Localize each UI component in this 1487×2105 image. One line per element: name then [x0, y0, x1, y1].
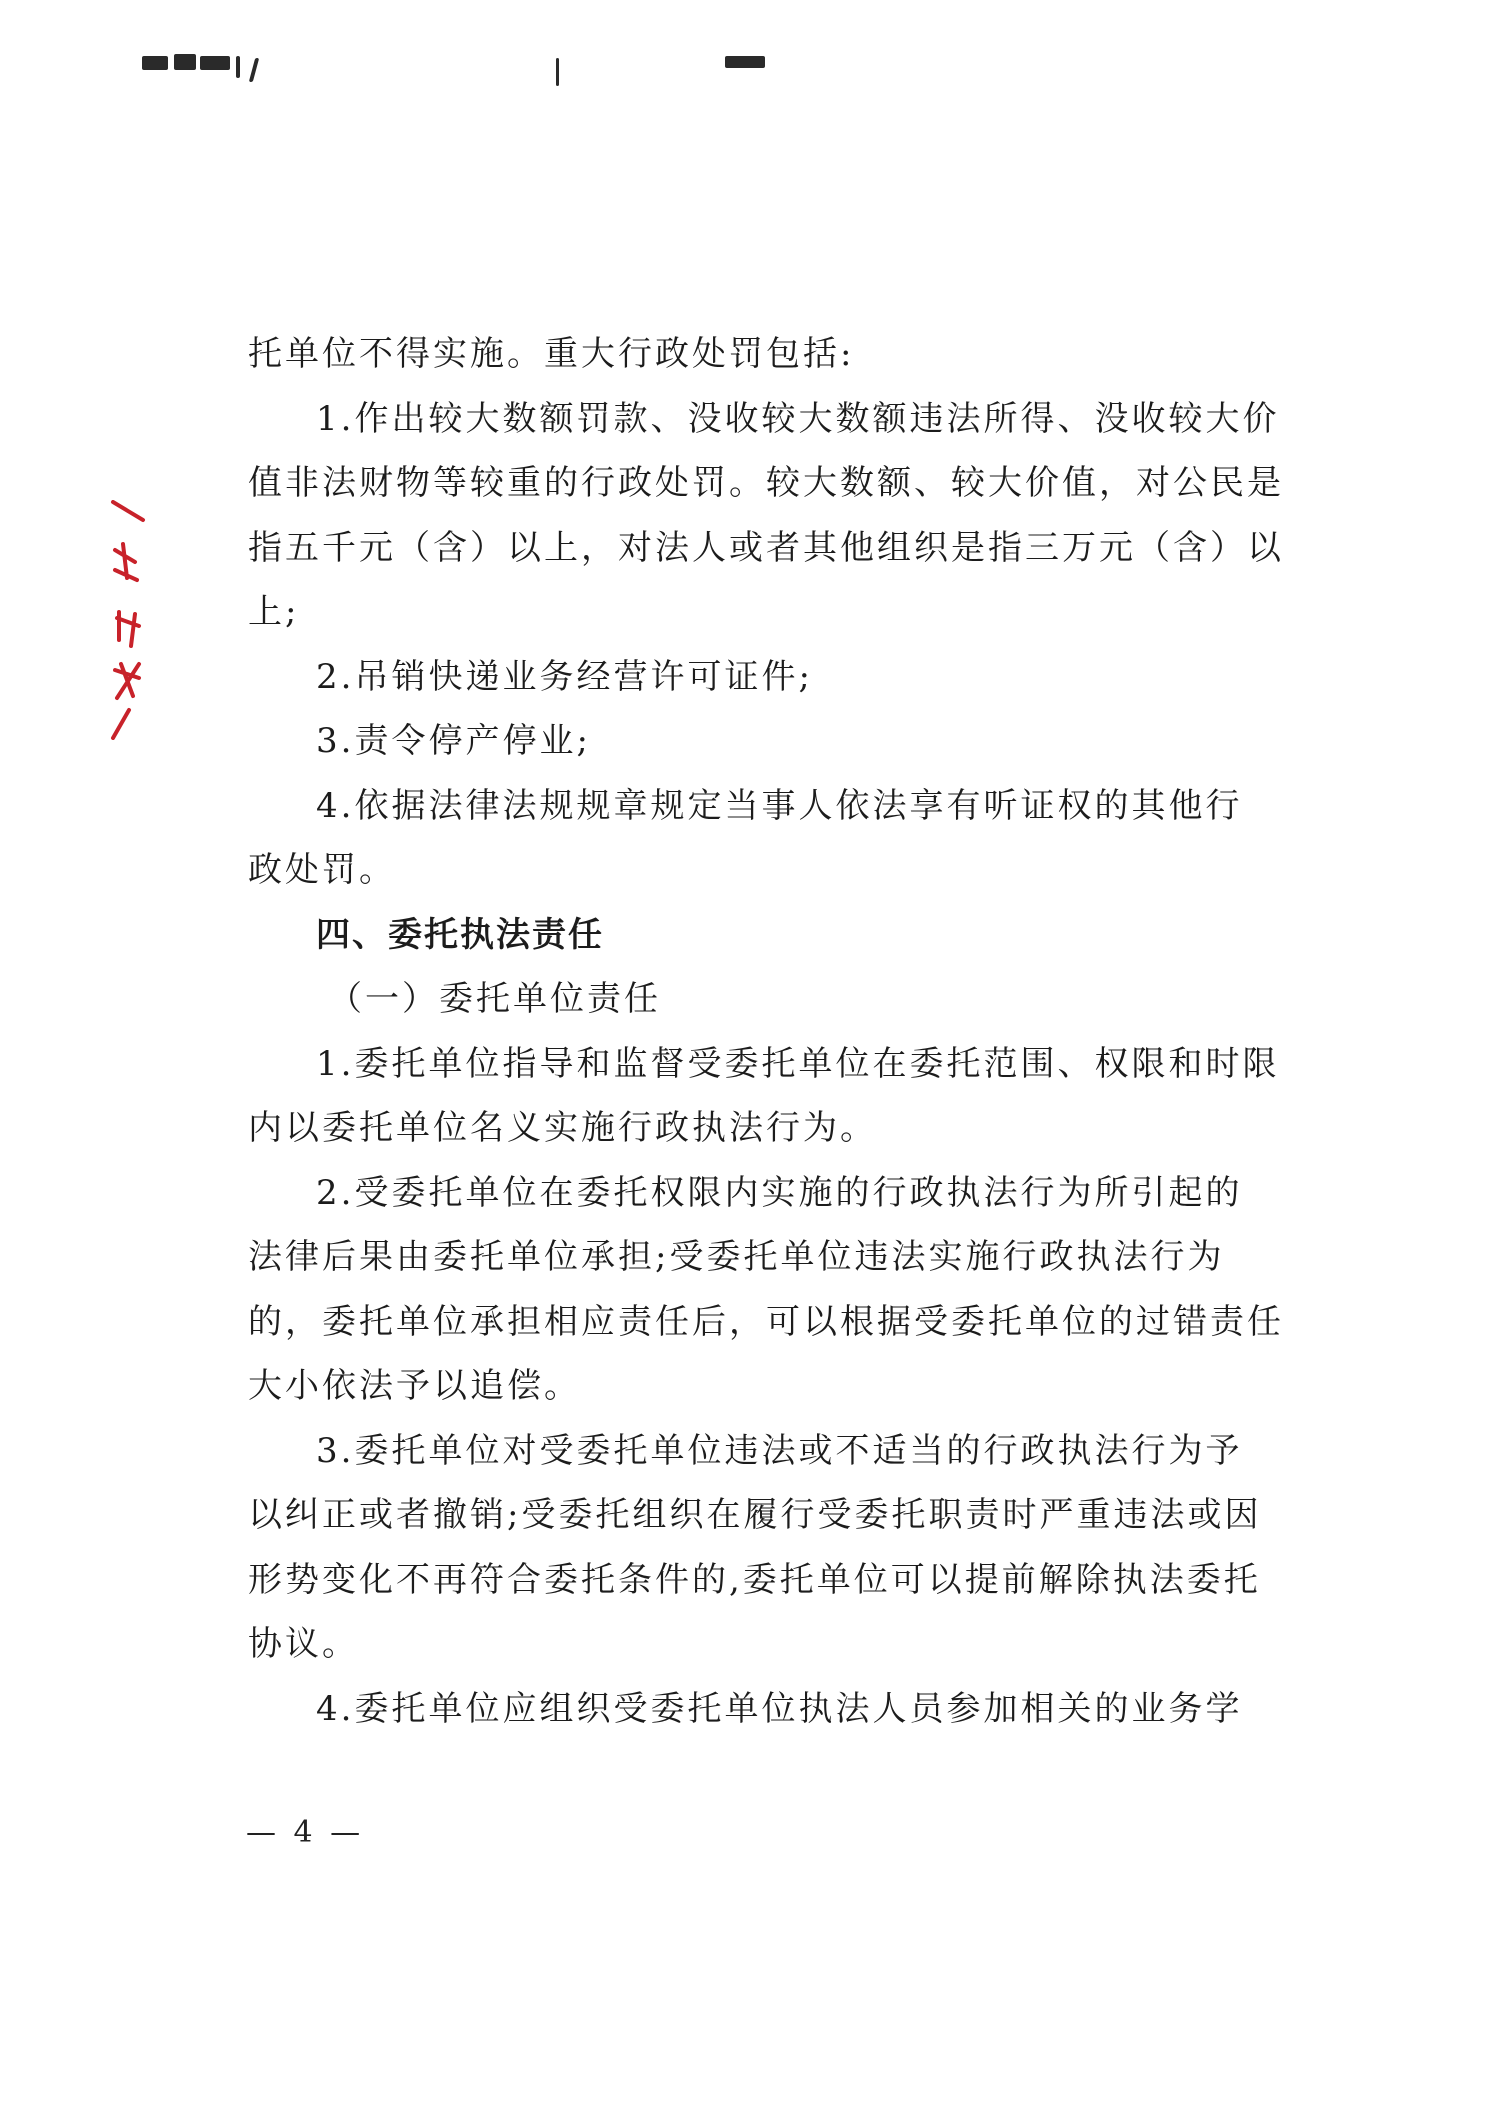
text-line: 托单位不得实施。重大行政处罚包括:: [248, 334, 855, 374]
sub-section-heading: [248, 967, 1224, 1032]
text-line: 上;: [248, 592, 300, 632]
text-line: 值非法财物等较重的行政处罚。较大数额、较大价值，对公民是: [248, 463, 1284, 503]
section-heading: [248, 903, 1224, 968]
text-line: 内以委托单位名义实施行政执法行为。: [248, 1108, 877, 1148]
text-line: 4.依据法律法规规章规定当事人依法享有听证权的其他行: [316, 785, 1243, 826]
page-number: — 4 —: [246, 1815, 365, 1850]
paragraph: [248, 387, 1284, 645]
text-line: 2.受委托单位在委托权限内实施的行政执法行为所引起的: [316, 1172, 1243, 1213]
document-body: [248, 322, 1284, 1741]
text-line: 4.委托单位应组织受委托单位执法人员参加相关的业务学: [316, 1688, 1243, 1729]
text-line: 的，委托单位承担相应责任后，可以根据受委托单位的过错责任: [248, 1301, 1284, 1342]
text-line: 协议。: [248, 1624, 359, 1664]
text-line: 政处罚。: [248, 850, 396, 890]
paragraph: [248, 774, 1243, 903]
paragraph: [248, 645, 1224, 710]
heading-text: 四、委托执法责任: [316, 914, 604, 955]
text-line: 3.责令停产停业;: [316, 721, 591, 761]
text-line: 指五千元（含）以上，对法人或者其他组织是指三万元（含）以: [248, 527, 1284, 568]
paragraph: [248, 1677, 1243, 1742]
text-line: 大小依法予以追偿。: [248, 1366, 581, 1406]
paragraph: [248, 1161, 1284, 1419]
sub-heading-text: （一）委托单位责任: [328, 979, 661, 1019]
cropped-header-text: [140, 50, 840, 90]
text-line: 法律后果由委托单位承担;受委托单位违法实施行政执法行为: [248, 1237, 1225, 1277]
text-line: 2.吊销快递业务经营许可证件;: [316, 656, 813, 697]
red-seal-fragment: [105, 500, 150, 740]
text-line: 1.作出较大数额罚款、没收较大数额违法所得、没收较大价: [316, 398, 1280, 439]
text-line: 1.委托单位指导和监督受委托单位在委托范围、权限和时限: [316, 1043, 1280, 1084]
paragraph: [248, 1032, 1280, 1161]
paragraph: [248, 322, 1224, 387]
text-line: 以纠正或者撤销;受委托组织在履行受委托职责时严重违法或因: [248, 1495, 1262, 1535]
paragraph: [248, 709, 1224, 774]
text-line: 3.委托单位对受委托单位违法或不适当的行政执法行为予: [316, 1430, 1243, 1471]
paragraph: [248, 1419, 1262, 1677]
text-line: 形势变化不再符合委托条件的,委托单位可以提前解除执法委托: [248, 1559, 1261, 1600]
